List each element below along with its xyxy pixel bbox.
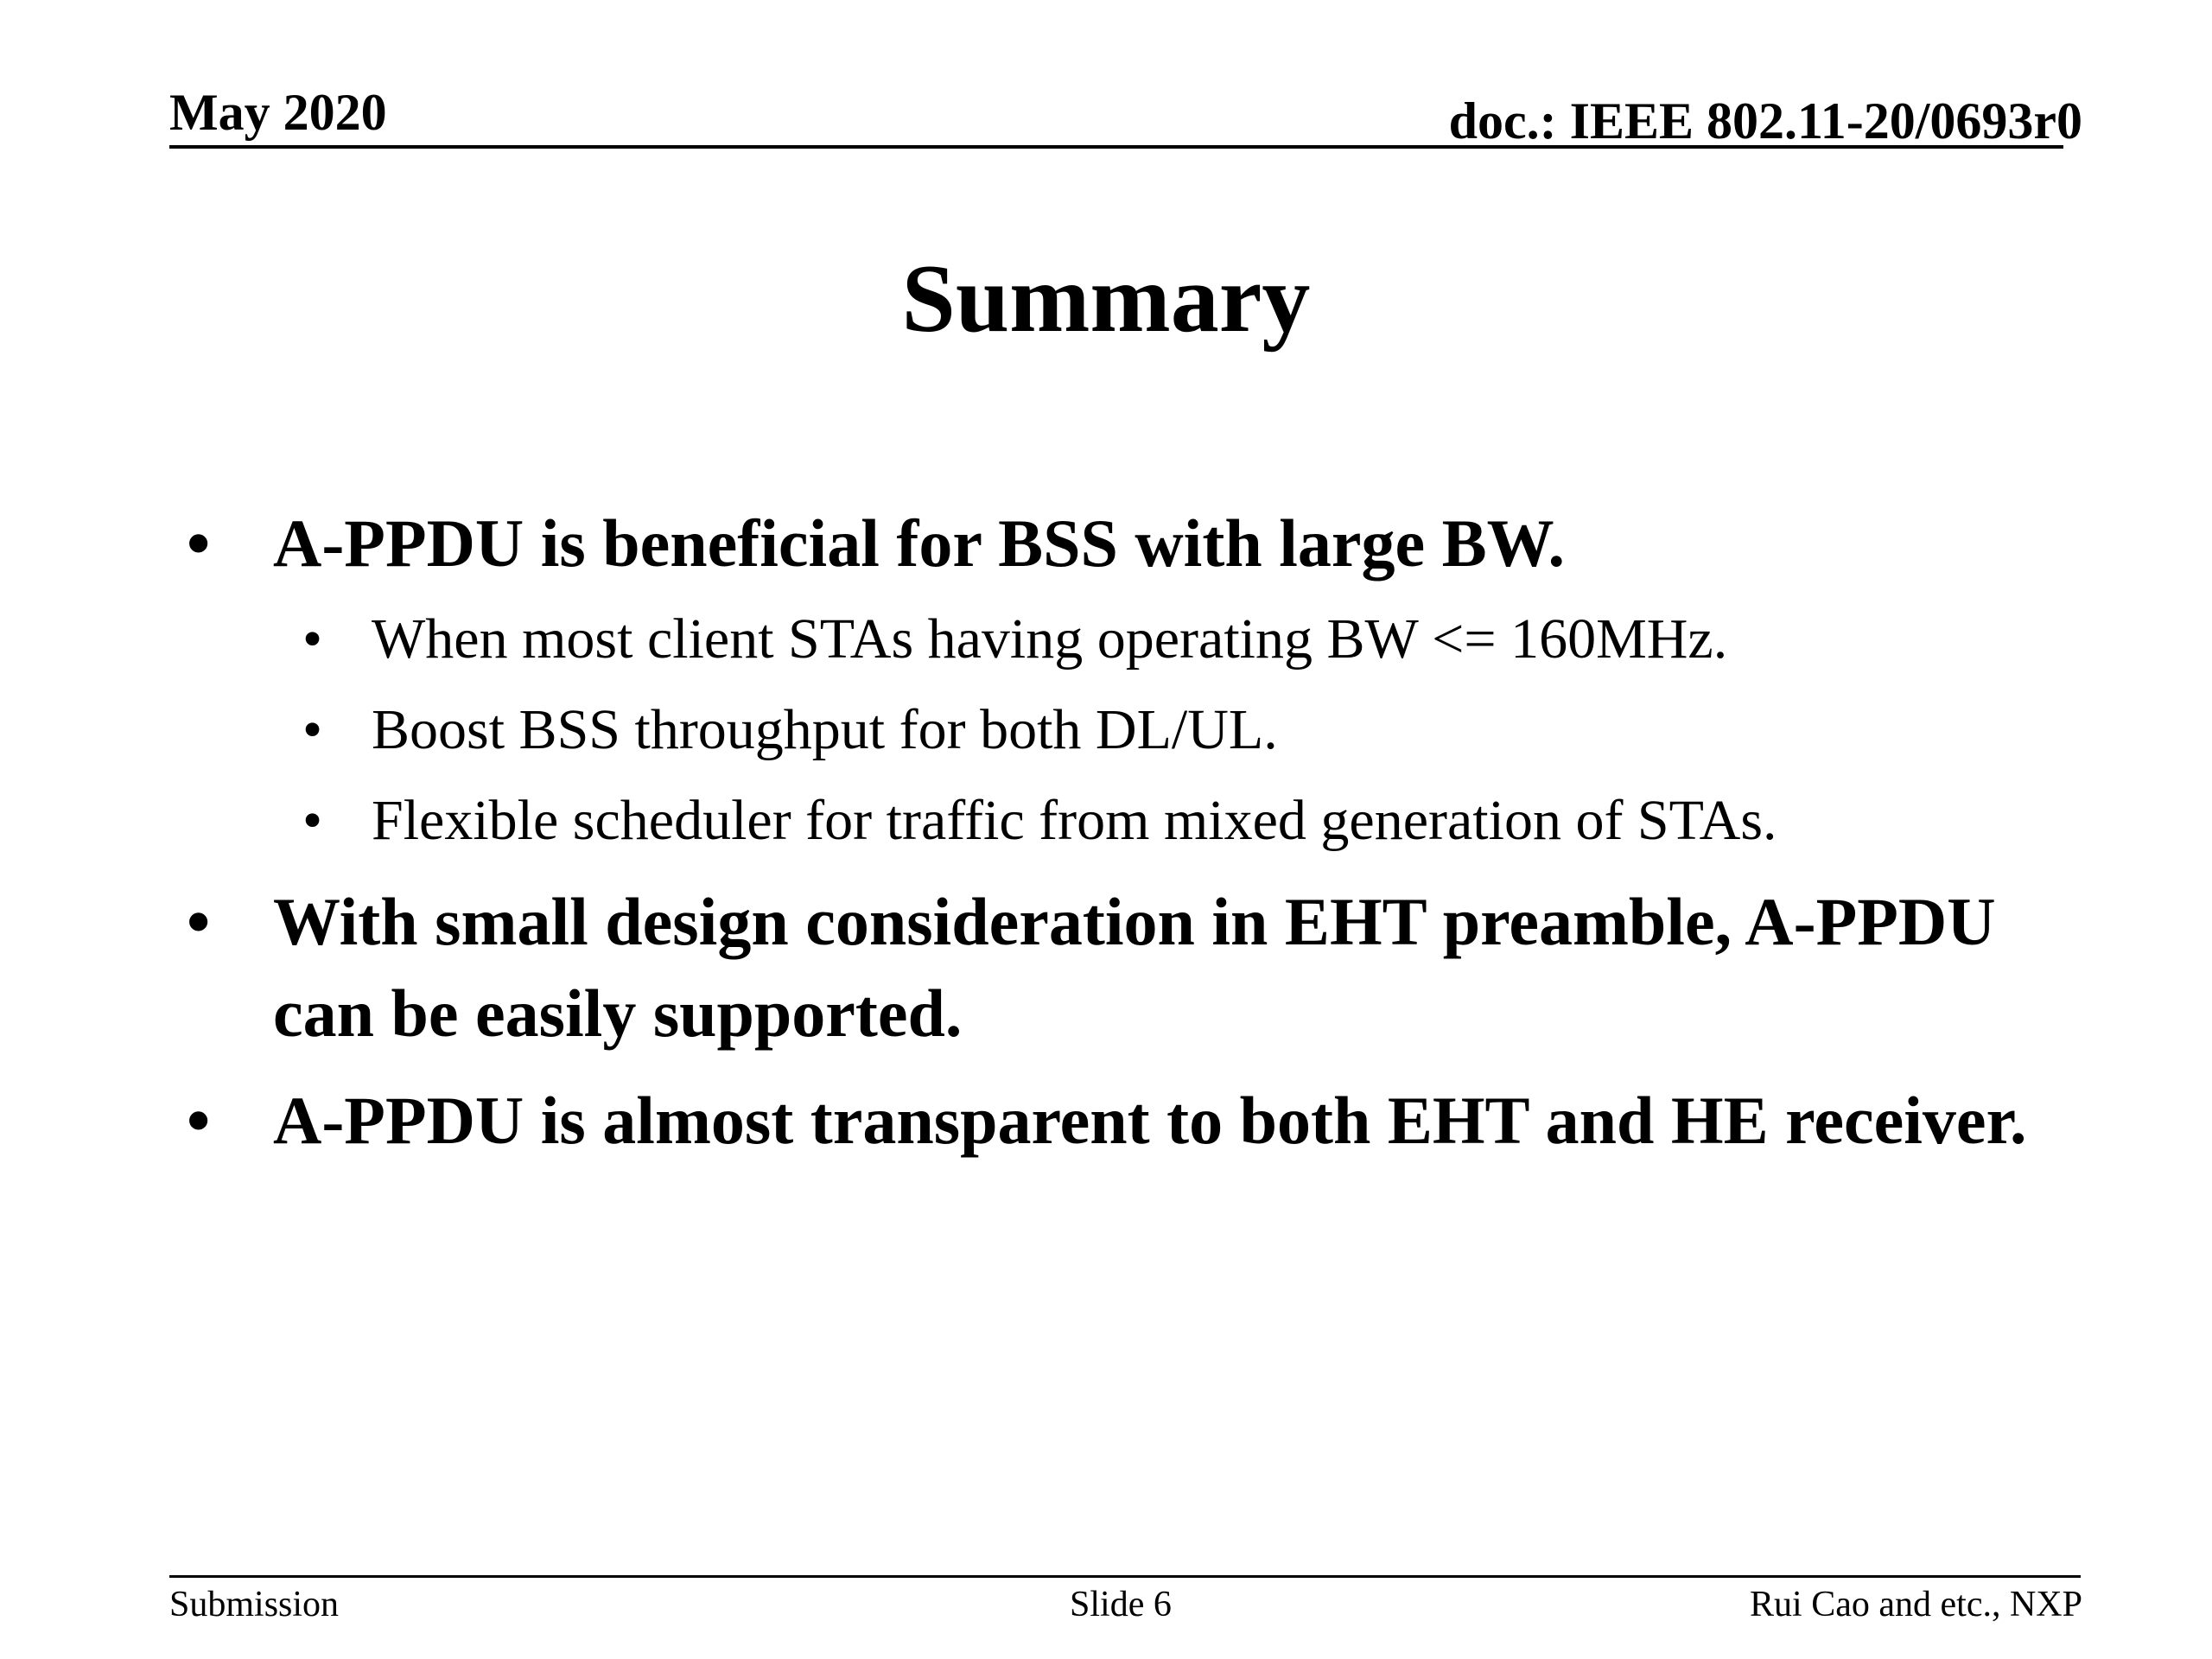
bullet-item-2 <box>187 876 2053 1059</box>
bullet-marker: • <box>187 1083 211 1158</box>
footer-submission: Submission <box>169 1585 340 1624</box>
bullet-text: A-PPDU is almost transparent to both EHT and HE receiver. <box>273 1083 2027 1158</box>
footer-slide-number: Slide 6 <box>1070 1585 1172 1624</box>
bullet-item-3 <box>187 1075 2053 1166</box>
sub-bullet-item-2 <box>302 696 2056 764</box>
sub-bullet-text: When most client STAs having operating BW <= 160MHz. <box>372 607 1728 671</box>
slide-title: Summary <box>901 245 1311 353</box>
sub-bullet-text: Boost BSS throughput for both DL/UL. <box>372 698 1278 761</box>
bullet-text: With small design consideration in EHT preamble, A-PPDU can be easily supported. <box>273 884 1996 1051</box>
footer-divider <box>169 1575 2081 1578</box>
bullet-item-1 <box>187 498 2053 589</box>
bullet-marker: • <box>187 505 211 581</box>
header-doc-id: doc.: IEEE 802.11-20/0693r0 <box>1448 92 2082 149</box>
footer-authors: Rui Cao and etc., NXP <box>1750 1585 2082 1624</box>
sub-bullet-text: Flexible scheduler for traffic from mixed generation of STAs. <box>372 789 1777 852</box>
sub-bullet-marker: • <box>302 789 323 852</box>
bullet-marker: • <box>187 884 211 959</box>
header-divider <box>169 145 2063 149</box>
sub-bullet-item-3 <box>302 786 2056 855</box>
sub-bullet-marker: • <box>302 698 323 761</box>
bullet-text: A-PPDU is beneficial for BSS with large BW. <box>273 505 1565 581</box>
sub-bullet-item-1 <box>302 605 2056 673</box>
header-date: May 2020 <box>169 84 387 141</box>
sub-bullet-marker: • <box>302 607 323 671</box>
